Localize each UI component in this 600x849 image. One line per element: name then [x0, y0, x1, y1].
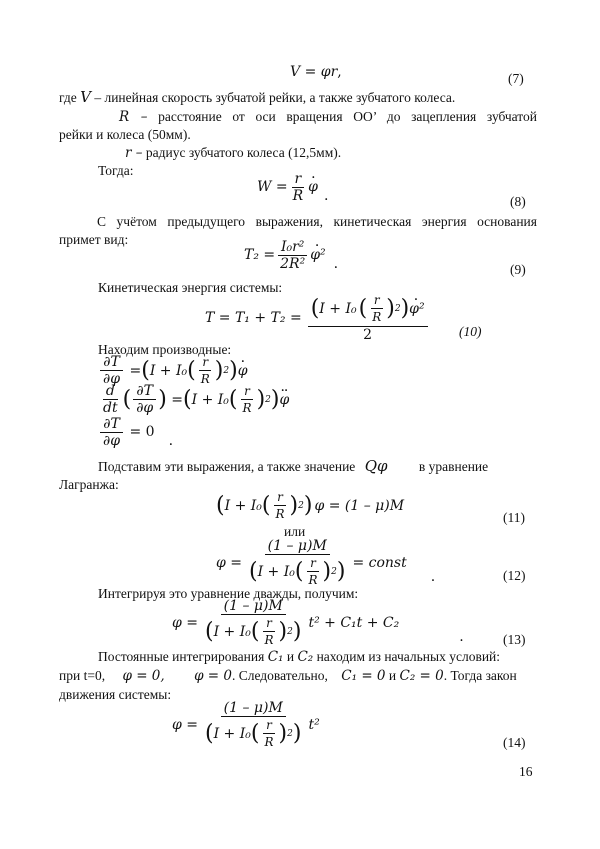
eq10-denominator: 2 [363, 327, 373, 343]
eq14-number: (14) [503, 735, 526, 750]
eq14-den-a: I + I₀ [213, 725, 251, 742]
c1-zero: C₁ = 0 [341, 668, 386, 684]
integrate-label: Интегрируя это уравнение дважды, получим: [98, 586, 359, 601]
lagrange-text-a: Подставим эти выражения, а также значение [98, 459, 356, 474]
kinetic-para-text: С учётом предыдущего выражения, кинетическая энергия основания [97, 214, 537, 229]
eq8-denominator: R [292, 187, 304, 204]
eq10-phi-dot-squared: φ² · [409, 302, 424, 316]
eq13-fd: R [264, 633, 274, 647]
then-label: Тогда: [98, 163, 134, 178]
eq11-fn: r [274, 490, 286, 506]
deriv2-den: dt [103, 400, 118, 416]
constants-text-b: находим из начальных условий: [316, 649, 501, 664]
kinetic-para-line1 [59, 213, 537, 230]
page-number: 16 [519, 764, 533, 779]
eq13-period: . [459, 629, 464, 645]
equation-7: V = φr , [290, 64, 342, 80]
eq14-numerator: (1 – μ)M [221, 701, 286, 717]
deriv2-fd: R [242, 401, 252, 415]
symbol-r-big: R – [119, 109, 148, 125]
deriv2-phi-ddot: φ ·· [279, 392, 289, 408]
eq7-number: (7) [508, 71, 524, 86]
eq9-phi-dot-squared: φ² · [310, 247, 325, 263]
eq8-period: . [323, 188, 329, 204]
deriv2-num: d [103, 384, 118, 400]
where-small-r-text: радиус зубчатого колеса (12,5мм). [145, 145, 342, 160]
initial-cond-1: φ = 0, [122, 668, 165, 684]
eq7-comma: , [337, 64, 342, 80]
derivative-1: $\frac{\partial T}{\partial\varphi}$ = ( I + I₀ ( $\frac{r}{R}$ ) 2 ) φ · [98, 355, 248, 386]
deriv1-den: ∂φ [103, 371, 121, 387]
system-energy-label: Кинетическая энергия системы: [98, 280, 283, 295]
eq13-den-a: I + I₀ [213, 623, 251, 640]
eq14-rhs: t² [308, 717, 320, 733]
constants-line2 [59, 667, 517, 685]
eq12-rhs: = const [352, 555, 407, 571]
eq11-fd: R [275, 507, 285, 521]
equation-8: W = $\frac{r}{R}$ φ · . [257, 170, 328, 204]
constants-text-a: Постоянные интегрирования [98, 649, 265, 664]
eq10-num-a: I + I₀ [319, 300, 357, 317]
eq8-numerator: r [292, 172, 305, 188]
where-v-line [59, 89, 455, 106]
deriv3-num: ∂T [100, 417, 123, 433]
lagrange-line1 [98, 458, 538, 475]
deriv1-fn: r [199, 355, 211, 371]
deriv2-fn: r [241, 384, 253, 400]
eq12-lhs: φ = [216, 555, 242, 571]
deriv1-fd: R [200, 372, 210, 386]
deriv3-period: . [168, 433, 174, 449]
kinetic-para-line2: примет вид: [59, 232, 129, 247]
eq13-number: (13) [503, 632, 526, 647]
where-r-line2: рейки и колеса (50мм). [59, 127, 191, 142]
constants-text-e: . Тогда закон [443, 668, 517, 683]
eq12-numerator: (1 – μ)M [265, 539, 330, 555]
c2-zero: C₂ = 0 [399, 668, 444, 684]
symbol-c1: C₁ [267, 649, 284, 665]
constants-and2: и [388, 668, 397, 683]
eq12-period: . [430, 569, 436, 585]
constants-and1: и [286, 649, 295, 664]
where-r-text1: расстояние от оси вращения ОО’ до зацепления зубчатой [158, 109, 537, 124]
constants-line1 [98, 648, 500, 666]
derivatives-title: Находим производные: [98, 342, 232, 357]
eq10-lhs: T = T₁ + T₂ = [205, 309, 302, 326]
eq11-a: I + I₀ [224, 497, 262, 514]
eq13-lhs: φ = [172, 615, 198, 631]
eq7-lhs: V [290, 64, 301, 80]
deriv1-rhs-a: I + I₀ [149, 362, 188, 379]
eq10-inner-den: R [372, 310, 382, 324]
constants-text-c: при t=0, [59, 668, 106, 683]
eq13-fn: r [263, 616, 275, 632]
eq7-rhs: φr [320, 64, 338, 80]
eq11-rhs: φ = (1 – μ)M [314, 497, 405, 514]
initial-cond-2: φ = 0 [194, 668, 232, 684]
eq8-number: (8) [510, 194, 526, 209]
eq9-number: (9) [510, 262, 526, 277]
constants-text-d: . Следовательно, [232, 668, 328, 683]
eq12-fd: R [308, 573, 318, 587]
eq14-lhs: φ = [172, 717, 198, 733]
deriv3-den: ∂φ [103, 432, 121, 449]
deriv2-inner-den: ∂φ [136, 400, 154, 416]
symbol-q-phi: Qφ [364, 457, 388, 475]
eq9-lhs: T₂ [244, 247, 259, 263]
eq10-inner-num: r [371, 293, 383, 309]
eq13-rhs: t² + C₁t + C₂ [308, 615, 400, 631]
where-r-line1 [59, 108, 537, 126]
derivative-3 [98, 415, 173, 449]
equation-9: T₂ = $\frac{\text{I₀r²}}{\text{2R²}}$ φ² · . [244, 238, 338, 272]
eq12-number: (12) [503, 568, 526, 583]
equation-12: φ = (1 – μ)M ( I + I₀ ( $\frac{r}{R}$ ) 2 ) = const . [216, 538, 436, 587]
derivative-2: $\frac{d}{dt}$ ( $\frac{\partial T}{\partial\varphi}$ ) = ( I + I₀ ( $\frac{r}{R}$ ) 2 ) φ ·· [98, 384, 289, 415]
eq9-period: . [333, 256, 339, 272]
deriv2-inner-num: ∂T [133, 384, 156, 400]
eq9-numerator: I₀r² [278, 240, 307, 256]
deriv2-rhs-a: I + I₀ [191, 391, 229, 408]
eq11-number: (11) [503, 510, 525, 525]
lagrange-line2: Лагранжа: [59, 477, 119, 492]
equation-14: φ = (1 – μ)M ( I + I₀ ( $\frac{r}{R}$ ) 2 ) t² [172, 700, 320, 749]
eq14-fd: R [264, 735, 274, 749]
eq12-den-a: I + I₀ [257, 563, 295, 580]
eq8-phi-dot: φ · [308, 179, 318, 195]
deriv1-num: ∂T [100, 355, 123, 371]
equation-10: T = T₁ + T₂ = ( I + I₀ ( $\frac{r}{R}$ ) 2 ) φ² · 2 [205, 293, 430, 342]
eq10-number: (10) [459, 324, 482, 339]
constants-line3: движения системы: [59, 687, 172, 702]
where-prefix: где [59, 90, 77, 105]
equation-13: φ = (1 – μ)M ( I + I₀ ( $\frac{r}{R}$ ) 2 ) t² + C₁t + C₂ . [172, 598, 464, 647]
where-v-text: – линейная скорость зубчатой рейки, а также зубчатого колеса. [94, 90, 456, 105]
eq14-fn: r [263, 718, 275, 734]
symbol-r-small: r – [125, 145, 143, 161]
eq8-lhs: W [257, 179, 272, 195]
eq12-fn: r [307, 556, 319, 572]
deriv1-phi-dot: φ · [238, 363, 248, 379]
eq9-denominator: 2R² [280, 255, 306, 272]
equation-11: ( I + I₀ ( $\frac{r}{R}$ ) 2 ) φ = (1 – μ)M [216, 490, 405, 521]
symbol-v: V [80, 88, 91, 106]
or-label: или [284, 524, 306, 539]
deriv3-rhs: = 0 [129, 424, 155, 440]
where-small-r-line [125, 144, 341, 162]
lagrange-text-b: в уравнение [418, 459, 489, 474]
eq13-numerator: (1 – μ)M [221, 599, 286, 615]
symbol-c2: C₂ [297, 649, 314, 665]
